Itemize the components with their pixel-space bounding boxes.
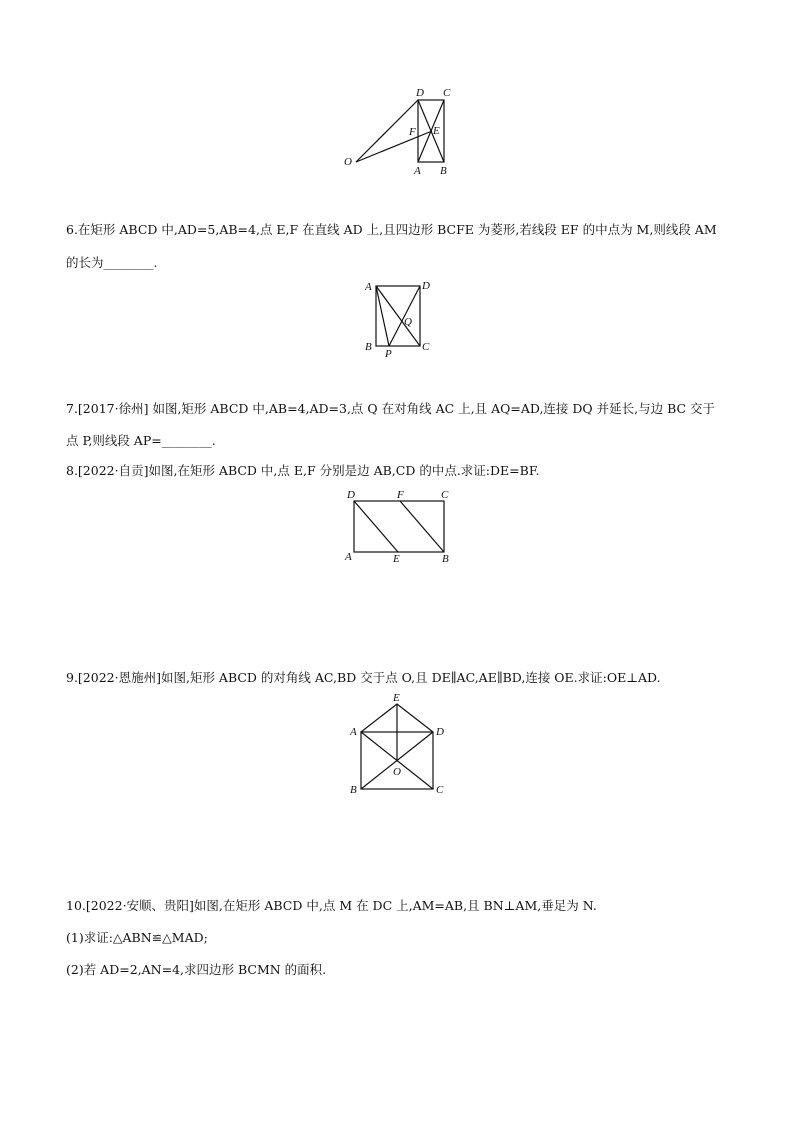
problem-8-line-1: 8.[2022·自贡]如图,在矩形 ABCD 中,点 E,F 分别是边 AB,CD 的中点.求证:DE=BF.: [66, 463, 540, 478]
label-c: C: [422, 341, 430, 353]
problem-6-line-1: 6.在矩形 ABCD 中,AD=5,AB=4,点 E,F 在直线 AD 上,且四边形 BCFE 为菱形,若线段 EF 的中点为 M,则线段 AM: [66, 222, 717, 237]
figure-rectangle-rhombus-e: [345, 692, 455, 798]
problem-7-line-2: 点 P,则线段 AP=________.: [66, 433, 216, 448]
label-f: F: [397, 489, 404, 501]
problem-10-part-2: (2)若 AD=2,AN=4,求四边形 BCMN 的面积.: [66, 962, 327, 977]
problem-6-line-2: 的长为________.: [66, 255, 158, 270]
label-a: A: [345, 551, 352, 563]
label-e: E: [433, 125, 440, 137]
label-a: A: [365, 281, 372, 293]
figure-rectangle-with-point-o: [340, 86, 460, 178]
figure-rectangle-diagonal-q: [360, 277, 440, 359]
label-e: E: [393, 692, 400, 704]
label-c: C: [441, 489, 449, 501]
label-o: O: [344, 156, 352, 168]
label-a: A: [414, 165, 421, 177]
label-d: D: [416, 87, 424, 99]
problem-10-line-1: 10.[2022·安顺、贵阳]如图,在矩形 ABCD 中,点 M 在 DC 上,AM=AB,且 BN⊥AM,垂足为 N.: [66, 898, 597, 913]
problem-10-part-1: (1)求证:△ABN≌△MAD;: [66, 930, 208, 945]
label-b: B: [350, 784, 357, 796]
label-f: F: [409, 126, 416, 138]
label-c: C: [443, 87, 451, 99]
problem-7-line-1: 7.[2017·徐州] 如图,矩形 ABCD 中,AB=4,AD=3,点 Q 在对角线 AC 上,且 AQ=AD,连接 DQ 并延长,与边 BC 交于: [66, 401, 716, 416]
label-d: D: [347, 489, 355, 501]
label-b: B: [365, 341, 372, 353]
label-b: B: [442, 553, 449, 565]
figure-rectangle-midpoints: [340, 486, 460, 568]
label-o: O: [393, 766, 401, 778]
label-b: B: [440, 165, 447, 177]
label-c: C: [436, 784, 444, 796]
label-d: D: [436, 726, 444, 738]
label-a: A: [350, 726, 357, 738]
label-q: Q: [404, 316, 412, 328]
problem-9-line-1: 9.[2022·恩施州]如图,矩形 ABCD 的对角线 AC,BD 交于点 O,且 DE∥AC,AE∥BD,连接 OE.求证:OE⊥AD.: [66, 670, 661, 685]
label-p: P: [385, 348, 392, 359]
label-d: D: [422, 280, 430, 292]
label-e: E: [393, 553, 400, 565]
